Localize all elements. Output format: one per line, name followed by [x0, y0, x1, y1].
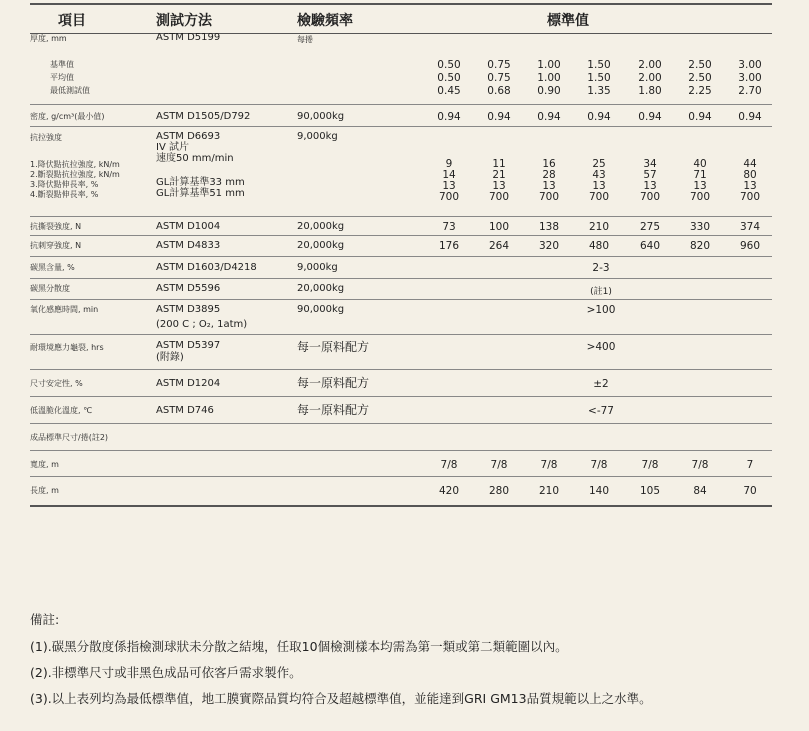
value-cell: 140: [588, 485, 610, 497]
value-cell: 700: [689, 191, 711, 203]
value-cell: 2.50: [688, 59, 712, 71]
value-cell: 0.90: [537, 85, 561, 97]
row-method: ASTM D5596: [156, 283, 221, 294]
notes-title: 備註:: [30, 612, 60, 627]
value-cell: 640: [639, 240, 661, 252]
row-label: 3.降伏點伸長率, %: [30, 180, 99, 189]
value-cell: 3.00: [738, 72, 762, 84]
value-cell: 40: [693, 158, 707, 170]
value-cell: 0.94: [738, 111, 762, 123]
value-cell: 420: [438, 485, 460, 497]
value-cell: 13: [693, 180, 707, 192]
value-cell: 7/8: [490, 459, 508, 471]
header-item: 項目: [58, 13, 86, 29]
notes: [30, 610, 805, 707]
value-cell: 0.75: [487, 72, 511, 84]
value-cell: 0.94: [487, 111, 511, 123]
row-label: 密度, g/cm³(最小值): [30, 112, 105, 121]
header-method: 測試方法: [156, 13, 212, 29]
row-method: ASTM D1505/D792: [156, 111, 251, 122]
note-1: (1).碳黑分散度係指檢測球狀未分散之結塊，任取10個檢測樣本均需為第一類或第二類範圍以內。: [30, 639, 568, 654]
row-method: ASTM D1004: [156, 221, 221, 232]
row-value: (註1): [590, 287, 612, 297]
row-method: ASTM D5397: [156, 340, 221, 351]
row-value: >400: [586, 341, 616, 353]
row-label: 基準值: [50, 60, 74, 69]
value-cell: 71: [693, 169, 707, 181]
row-frequency: 每一原料配方: [297, 376, 370, 390]
row-label: 平均值: [50, 73, 74, 82]
value-cell: 275: [639, 221, 661, 233]
value-cell: 34: [643, 158, 657, 170]
value-cell: 7/8: [440, 459, 458, 471]
value-cell: 0.94: [688, 111, 712, 123]
row-label: 耐環境應力龜裂, hrs: [30, 343, 104, 352]
value-cell: 105: [639, 485, 661, 497]
value-cell: 330: [689, 221, 711, 233]
row-label: 最低測試值: [50, 86, 90, 95]
value-cell: 1.35: [587, 85, 611, 97]
row-label: 抗拉強度: [30, 133, 62, 142]
note-3: (3).以上表列均為最低標準值，地工膜實際品質均符合及超越標準值，並能達到GRI GM13品質規範以上之水準。: [30, 691, 652, 706]
row-label: 抗刺穿強度, N: [30, 241, 82, 250]
value-cell: 700: [588, 191, 610, 203]
row-method: ASTM D4833: [156, 240, 221, 251]
value-cell: 1.00: [537, 72, 561, 84]
row-label: 4.斷裂點伸長率, %: [30, 190, 99, 199]
value-cell: 7/8: [590, 459, 608, 471]
row-frequency: 20,000kg: [297, 221, 345, 232]
row-method: ASTM D1204: [156, 378, 221, 389]
value-cell: 0.94: [437, 111, 461, 123]
value-cell: 7/8: [691, 459, 709, 471]
row-label: 抗撕裂強度, N: [30, 222, 82, 231]
row-value: ±2: [593, 378, 609, 390]
value-cell: 43: [592, 169, 606, 181]
row-method: IV 試片: [156, 142, 189, 153]
row-label: 2.斷裂點抗拉強度, kN/m: [30, 170, 120, 179]
value-cell: 320: [538, 240, 560, 252]
row-value: 2-3: [592, 262, 610, 274]
value-cell: 73: [442, 221, 456, 233]
row-frequency: 每捲: [297, 35, 313, 44]
value-cell: 80: [743, 169, 757, 181]
note-2: (2).非標準尺寸或非黑色成品可依客戶需求製作。: [30, 665, 302, 680]
value-cell: 14: [442, 169, 456, 181]
value-cell: 57: [643, 169, 657, 181]
value-cell: 13: [542, 180, 556, 192]
value-cell: 1.50: [587, 72, 611, 84]
value-cell: 700: [438, 191, 460, 203]
value-cell: 7/8: [641, 459, 659, 471]
value-cell: 0.50: [437, 59, 461, 71]
value-cell: 44: [743, 158, 757, 170]
value-cell: 820: [689, 240, 711, 252]
value-cell: 0.94: [587, 111, 611, 123]
row-method: 速度50 mm/min: [156, 153, 234, 164]
value-cell: 2.00: [638, 72, 662, 84]
value-cell: 1.00: [537, 59, 561, 71]
row-method: ASTM D3895: [156, 304, 221, 315]
value-cell: 700: [639, 191, 661, 203]
row-label: 碳黑分散度: [30, 284, 70, 293]
value-cell: 21: [492, 169, 506, 181]
value-cell: 84: [693, 485, 707, 497]
value-cell: 280: [488, 485, 510, 497]
value-cell: 1.50: [587, 59, 611, 71]
row-value: >100: [586, 304, 616, 316]
value-cell: 16: [542, 158, 556, 170]
value-cell: 3.00: [738, 59, 762, 71]
value-cell: 13: [743, 180, 757, 192]
value-cell: 0.75: [487, 59, 511, 71]
row-label: 長度, m: [30, 486, 59, 495]
row-label: 厚度, mm: [30, 34, 67, 43]
row-method: GL計算基準51 mm: [156, 188, 245, 199]
row-frequency: 每一原料配方: [297, 403, 370, 417]
row-label: 寬度, m: [30, 460, 59, 469]
value-cell: 0.50: [437, 72, 461, 84]
value-cell: 1.80: [638, 85, 662, 97]
value-cell: 264: [488, 240, 510, 252]
value-cell: 11: [492, 158, 506, 170]
value-cell: 210: [538, 485, 560, 497]
value-cell: 7/8: [540, 459, 558, 471]
value-cell: 7: [746, 459, 754, 471]
value-cell: 9: [445, 158, 453, 170]
row-method: ASTM D1603/D4218: [156, 262, 257, 273]
value-cell: 0.94: [537, 111, 561, 123]
row-label: 碳黑含量, %: [30, 263, 75, 272]
value-cell: 700: [739, 191, 761, 203]
row-method: (附錄): [156, 352, 184, 363]
row-label: 氧化感應時間, min: [30, 305, 99, 314]
value-cell: 2.70: [738, 85, 762, 97]
value-cell: 480: [588, 240, 610, 252]
header-frequency: 檢驗頻率: [297, 13, 353, 29]
value-cell: 374: [739, 221, 761, 233]
header-standard: 標準值: [547, 13, 589, 29]
row-method: ASTM D746: [156, 405, 214, 416]
value-cell: 960: [739, 240, 761, 252]
value-cell: 25: [592, 158, 606, 170]
row-value: <-77: [588, 405, 614, 417]
row-frequency: 90,000kg: [297, 111, 345, 122]
row-method: (200 C ; O₂, 1atm): [156, 319, 248, 330]
value-cell: 2.50: [688, 72, 712, 84]
value-cell: 13: [592, 180, 606, 192]
value-cell: 700: [538, 191, 560, 203]
value-cell: 2.25: [688, 85, 712, 97]
value-cell: 13: [492, 180, 506, 192]
value-cell: 176: [438, 240, 460, 252]
row-label: 低溫脆化溫度, ℃: [30, 406, 93, 415]
row-label: 成品標準尺寸/捲(註2): [30, 433, 109, 442]
row-frequency: 9,000kg: [297, 131, 338, 142]
row-label: 尺寸安定性, %: [30, 379, 83, 388]
row-frequency: 20,000kg: [297, 240, 345, 251]
row-method: GL計算基準33 mm: [156, 177, 245, 188]
value-cell: 700: [488, 191, 510, 203]
row-method: ASTM D6693: [156, 131, 221, 142]
value-cell: 13: [442, 180, 456, 192]
value-cell: 100: [488, 221, 510, 233]
value-cell: 0.45: [437, 85, 461, 97]
value-cell: 70: [743, 485, 757, 497]
value-cell: 210: [588, 221, 610, 233]
row-frequency: 9,000kg: [297, 262, 338, 273]
row-frequency: 每一原料配方: [297, 340, 370, 354]
row-frequency: 20,000kg: [297, 283, 345, 294]
value-cell: 28: [542, 169, 556, 181]
row-method: ASTM D5199: [156, 32, 221, 43]
value-cell: 2.00: [638, 59, 662, 71]
value-cell: 0.68: [487, 85, 511, 97]
value-cell: 0.94: [638, 111, 662, 123]
value-cell: 13: [643, 180, 657, 192]
row-label: 1.降伏點抗拉強度, kN/m: [30, 160, 120, 169]
table-header: [30, 3, 772, 34]
row-frequency: 90,000kg: [297, 304, 345, 315]
value-cell: 138: [538, 221, 560, 233]
